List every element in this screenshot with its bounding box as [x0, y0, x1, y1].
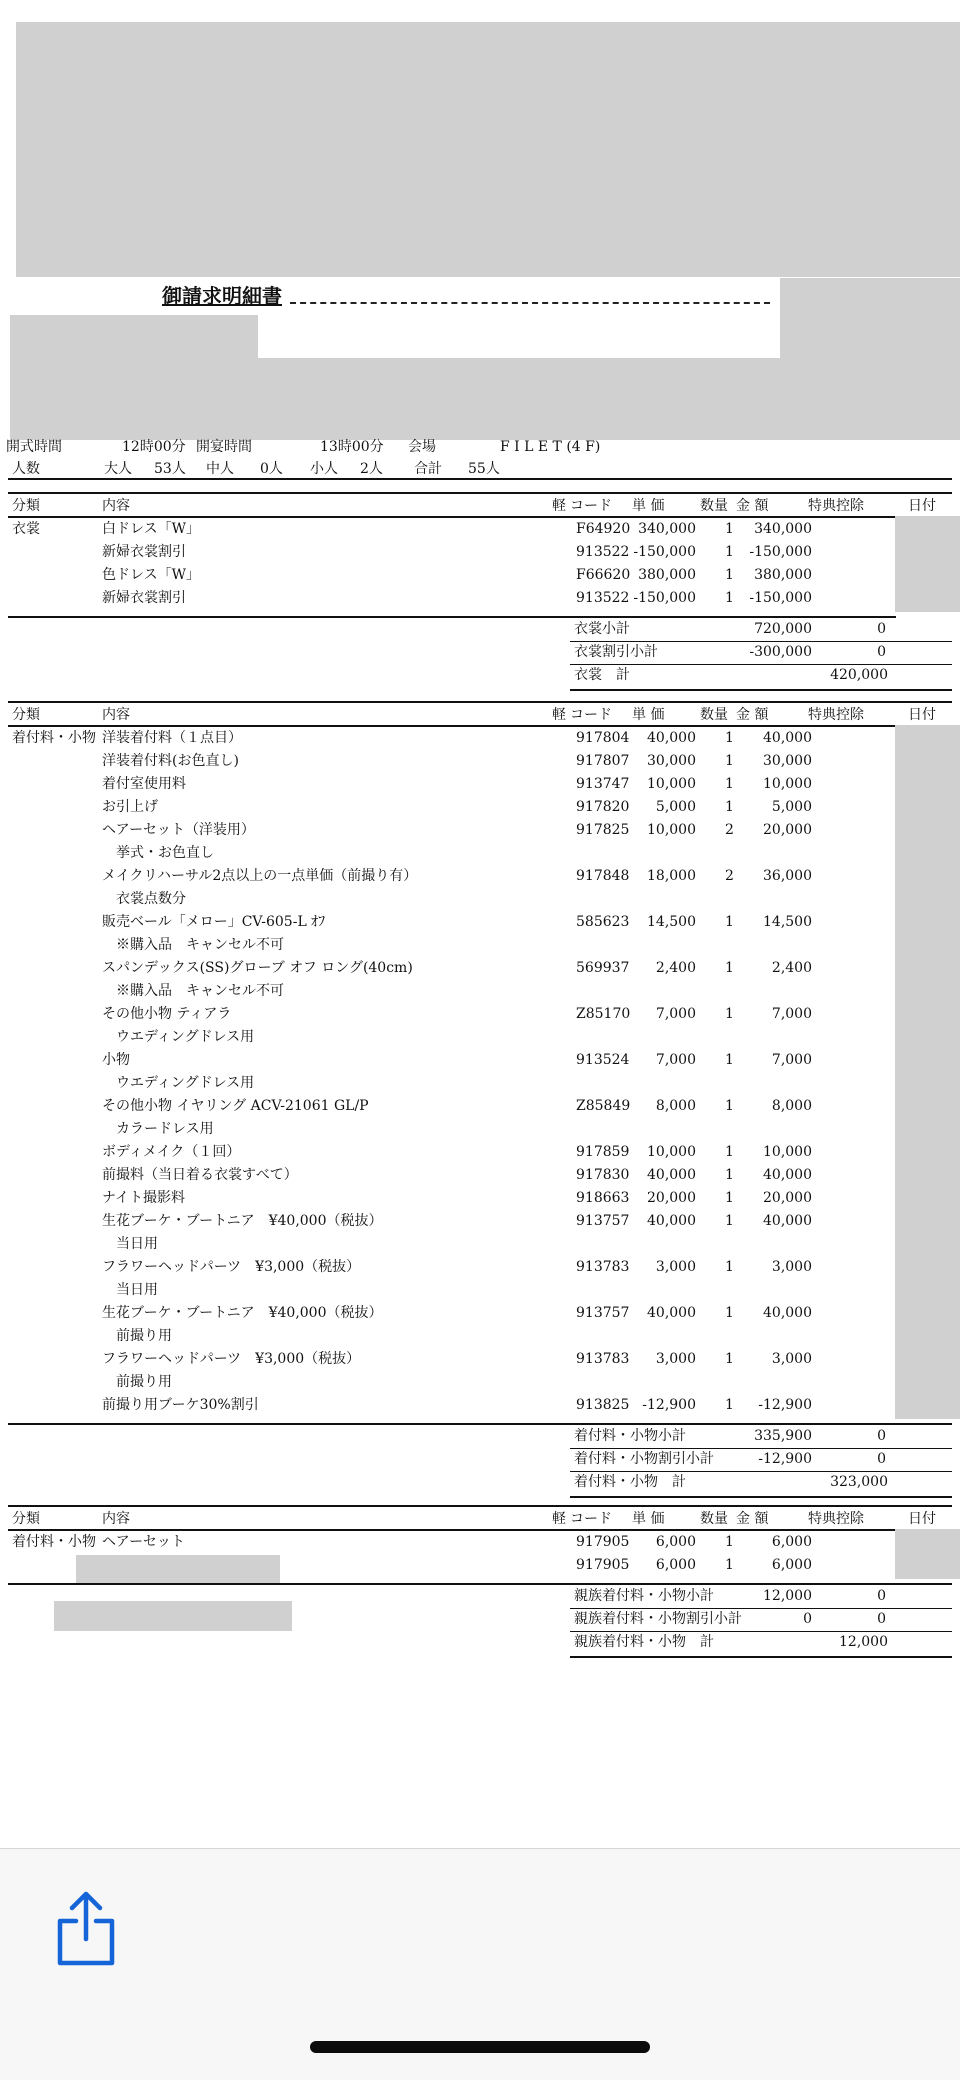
- section-category: 衣裳: [12, 521, 40, 537]
- item-amount: 40,000: [763, 1167, 812, 1183]
- item-content: 生花ブーケ・ブートニア ¥40,000（税抜）: [102, 1305, 383, 1321]
- middle-count: 0人: [260, 461, 283, 477]
- item-code: Z85170: [576, 1006, 631, 1022]
- item-amount: 10,000: [763, 776, 812, 792]
- item-amount: 20,000: [763, 822, 812, 838]
- item-qty: 1: [725, 1098, 734, 1114]
- item-unit: 340,000: [638, 521, 696, 537]
- item-content: 洋装着付料(お色直し): [102, 753, 239, 769]
- header-rule: [8, 1529, 952, 1531]
- item-unit: -150,000: [633, 544, 696, 560]
- item-amount: 7,000: [771, 1052, 812, 1068]
- table-row: [0, 1283, 960, 1306]
- banquet-label: 開宴時間: [196, 439, 252, 455]
- item-qty: 1: [725, 1006, 734, 1022]
- item-amount: 30,000: [763, 753, 812, 769]
- home-indicator: [310, 2041, 650, 2053]
- bottom-toolbar: [0, 1848, 960, 2080]
- table-row: [0, 1007, 960, 1030]
- redacted-date-column: [895, 516, 960, 612]
- item-unit: 2,400: [655, 960, 696, 976]
- subtotal-label: 着付料・小物小計: [574, 1428, 686, 1444]
- header-content: 内容: [102, 707, 130, 723]
- item-code: 913524: [576, 1052, 630, 1068]
- item-unit: 30,000: [647, 753, 696, 769]
- item-content: 新婦衣裳割引: [102, 590, 186, 606]
- table-row: [0, 869, 960, 892]
- header-date: 日付: [908, 498, 936, 514]
- subtotal-amount: 0: [803, 1611, 812, 1627]
- item-content: 前撮り用ブーケ30%割引: [102, 1397, 259, 1413]
- venue-label: 会場: [408, 439, 436, 455]
- item-amount: -150,000: [749, 544, 812, 560]
- item-note: 当日用: [116, 1282, 158, 1298]
- item-amount: -12,900: [758, 1397, 812, 1413]
- table-row: [0, 1122, 960, 1145]
- item-code: 913825: [576, 1397, 630, 1413]
- item-qty: 2: [725, 822, 734, 838]
- total-label: 合計: [414, 461, 442, 477]
- subtotal-rule: [570, 664, 952, 665]
- share-icon: [54, 1889, 118, 1969]
- item-amount: 380,000: [754, 567, 812, 583]
- header-code: コード: [570, 1511, 612, 1527]
- table-row: [0, 1030, 960, 1053]
- item-amount: 20,000: [763, 1190, 812, 1206]
- item-code: 585623: [576, 914, 630, 930]
- section-rule: [8, 1583, 952, 1585]
- section-total-amount: 323,000: [830, 1474, 888, 1490]
- item-unit: 40,000: [647, 1213, 696, 1229]
- item-unit: 8,000: [655, 1098, 696, 1114]
- header-qty: 数量: [700, 707, 728, 723]
- share-button[interactable]: [54, 1889, 118, 1969]
- subtotal-label: 親族着付料・小物小計: [574, 1588, 714, 1604]
- total-rule: [570, 1656, 952, 1658]
- item-amount: -150,000: [749, 590, 812, 606]
- subtotal-amount: 720,000: [754, 621, 812, 637]
- subtotal-label: 着付料・小物割引小計: [574, 1451, 714, 1467]
- header-light: 軽: [552, 498, 566, 514]
- item-content: 色ドレス「W」: [102, 567, 200, 583]
- item-unit: 3,000: [655, 1351, 696, 1367]
- item-unit: 40,000: [647, 730, 696, 746]
- item-amount: 8,000: [771, 1098, 812, 1114]
- item-content: 新婦衣裳割引: [102, 544, 186, 560]
- total-rule: [570, 1496, 952, 1498]
- table-row: [0, 1053, 960, 1076]
- header-qty: 数量: [700, 498, 728, 514]
- redacted-block: [780, 278, 960, 360]
- item-note: ウエディングドレス用: [116, 1075, 255, 1091]
- people-label: 人数: [12, 461, 40, 477]
- subtotal-discount: 0: [877, 1588, 886, 1604]
- item-code: 917804: [576, 730, 630, 746]
- item-qty: 1: [725, 567, 734, 583]
- section-rule: [8, 616, 896, 618]
- item-note: 挙式・お色直し: [116, 845, 214, 861]
- item-unit: 380,000: [638, 567, 696, 583]
- item-note: ※購入品 キャンセル不可: [116, 983, 284, 999]
- header-qty: 数量: [700, 1511, 728, 1527]
- item-unit: 3,000: [655, 1259, 696, 1275]
- item-qty: 1: [725, 1144, 734, 1160]
- item-note: カラードレス用: [116, 1121, 214, 1137]
- item-code: F66620: [576, 567, 631, 583]
- subtotal-rule: [570, 1471, 952, 1472]
- table-row: [0, 1191, 960, 1214]
- table-row: [0, 961, 960, 984]
- item-qty: 1: [725, 1190, 734, 1206]
- table-row: [0, 1260, 960, 1283]
- document-title: 御請求明細書: [162, 284, 282, 308]
- item-unit: 7,000: [655, 1006, 696, 1022]
- item-content: 着付室使用料: [102, 776, 186, 792]
- item-content: 生花ブーケ・ブートニア ¥40,000（税抜）: [102, 1213, 383, 1229]
- header-amount: 金 額: [736, 707, 769, 723]
- table-row: [0, 1145, 960, 1168]
- adult-count: 53人: [154, 461, 186, 477]
- item-content: 小物: [102, 1052, 130, 1068]
- header-code: コード: [570, 707, 612, 723]
- item-code: 913522: [576, 544, 630, 560]
- item-qty: 1: [725, 1557, 734, 1573]
- table-row: [0, 984, 960, 1007]
- header-rule: [8, 1505, 952, 1507]
- redacted-block: [10, 315, 258, 360]
- table-row: [0, 1099, 960, 1122]
- item-code: 918663: [576, 1190, 630, 1206]
- header-amount: 金 額: [736, 498, 769, 514]
- item-content: 前撮料（当日着る衣裳すべて）: [102, 1167, 298, 1183]
- table-row: [0, 1214, 960, 1237]
- header-rule: [8, 701, 952, 703]
- adult-label: 大人: [104, 461, 132, 477]
- table-row: [0, 846, 960, 869]
- item-qty: 1: [725, 590, 734, 606]
- item-unit: -12,900: [642, 1397, 696, 1413]
- subtotal-discount: 0: [877, 1611, 886, 1627]
- redacted-date-column: [895, 1529, 960, 1579]
- table-row: [0, 1306, 960, 1329]
- item-qty: 1: [725, 776, 734, 792]
- item-code: 917905: [576, 1534, 630, 1550]
- item-qty: 1: [725, 544, 734, 560]
- header-light: 軽: [552, 1511, 566, 1527]
- item-code: 917807: [576, 753, 630, 769]
- item-content: ボディメイク（１回）: [102, 1144, 241, 1160]
- item-code: F64920: [576, 521, 631, 537]
- item-qty: 2: [725, 868, 734, 884]
- item-unit: 40,000: [647, 1167, 696, 1183]
- item-unit: 6,000: [655, 1557, 696, 1573]
- subtotal-label: 衣裳小計: [574, 621, 630, 637]
- header-date: 日付: [908, 1511, 936, 1527]
- item-amount: 40,000: [763, 1305, 812, 1321]
- subtotal-amount: 335,900: [754, 1428, 812, 1444]
- header-rule: [8, 725, 952, 727]
- item-code: 917905: [576, 1557, 630, 1573]
- subtotal-rule: [570, 641, 952, 642]
- subtotal-amount: -12,900: [758, 1451, 812, 1467]
- section-total-label: 衣裳 計: [574, 667, 630, 683]
- item-content: 販売ベール「メロー」CV-605-L ｵﾌ: [102, 914, 326, 930]
- item-note: 前撮り用: [116, 1328, 172, 1344]
- table-row: [0, 1329, 960, 1352]
- subtotal-amount: 12,000: [763, 1588, 812, 1604]
- table-row: [0, 915, 960, 938]
- item-code: 913757: [576, 1305, 630, 1321]
- item-content: ヘアーセット（洋装用）: [102, 822, 255, 838]
- table-row: [0, 591, 960, 614]
- header-category: 分類: [12, 707, 40, 723]
- item-unit: 10,000: [647, 776, 696, 792]
- item-amount: 36,000: [763, 868, 812, 884]
- subtotal-discount: 0: [877, 1428, 886, 1444]
- item-amount: 6,000: [771, 1534, 812, 1550]
- item-amount: 5,000: [771, 799, 812, 815]
- section-rule: [8, 1423, 952, 1425]
- table-row: [0, 777, 960, 800]
- item-qty: 1: [725, 914, 734, 930]
- ceremony-label: 開式時間: [6, 439, 62, 455]
- item-amount: 2,400: [771, 960, 812, 976]
- table-row: [0, 1168, 960, 1191]
- ceremony-time: 12時00分: [122, 439, 186, 455]
- item-qty: 1: [725, 1534, 734, 1550]
- item-unit: 20,000: [647, 1190, 696, 1206]
- item-unit: 10,000: [647, 822, 696, 838]
- item-unit: 6,000: [655, 1534, 696, 1550]
- item-amount: 340,000: [754, 521, 812, 537]
- item-note: 当日用: [116, 1236, 158, 1252]
- item-code: 917848: [576, 868, 630, 884]
- table-row: [0, 1398, 960, 1421]
- item-content: ナイト撮影料: [102, 1190, 186, 1206]
- item-qty: 1: [725, 1397, 734, 1413]
- item-unit: -150,000: [633, 590, 696, 606]
- item-amount: 3,000: [771, 1351, 812, 1367]
- item-code: 913747: [576, 776, 630, 792]
- venue: F I L E T (4 F): [500, 439, 601, 455]
- item-note: ウエディングドレス用: [116, 1029, 255, 1045]
- item-qty: 1: [725, 1213, 734, 1229]
- table-row: [0, 522, 960, 545]
- header-unit: 単 価: [632, 707, 665, 723]
- item-unit: 14,500: [647, 914, 696, 930]
- table-row: [0, 938, 960, 961]
- header-unit: 単 価: [632, 1511, 665, 1527]
- item-code: 917820: [576, 799, 630, 815]
- item-amount: 7,000: [771, 1006, 812, 1022]
- table-row: [0, 892, 960, 915]
- banquet-time: 13時00分: [320, 439, 384, 455]
- section-category: 着付料・小物: [12, 1534, 96, 1550]
- header-code: コード: [570, 498, 612, 514]
- subtotal-discount: 0: [877, 621, 886, 637]
- item-amount: 14,500: [763, 914, 812, 930]
- item-code: 917825: [576, 822, 630, 838]
- table-row: [0, 800, 960, 823]
- header-content: 内容: [102, 1511, 130, 1527]
- table-row: [0, 1375, 960, 1398]
- header-light: 軽: [552, 707, 566, 723]
- item-qty: 1: [725, 799, 734, 815]
- item-content: その他小物 イヤリング ACV-21061 GL/P: [102, 1098, 369, 1114]
- header-discount: 特典控除: [808, 498, 864, 514]
- item-content: お引上げ: [102, 799, 158, 815]
- item-amount: 10,000: [763, 1144, 812, 1160]
- section-total-amount: 420,000: [830, 667, 888, 683]
- item-unit: 40,000: [647, 1305, 696, 1321]
- item-unit: 7,000: [655, 1052, 696, 1068]
- section-total-amount: 12,000: [839, 1634, 888, 1650]
- subtotal-discount: 0: [877, 1451, 886, 1467]
- item-unit: 18,000: [647, 868, 696, 884]
- table-row: [0, 545, 960, 568]
- total-count: 55人: [468, 461, 500, 477]
- item-amount: 3,000: [771, 1259, 812, 1275]
- item-content: 洋装着付料（１点目）: [102, 730, 242, 746]
- item-code: 917859: [576, 1144, 630, 1160]
- section-category: 着付料・小物: [12, 730, 96, 746]
- subtotal-rule: [570, 1448, 952, 1449]
- item-amount: 6,000: [771, 1557, 812, 1573]
- item-content: フラワーヘッドパーツ ¥3,000（税抜）: [102, 1351, 361, 1367]
- header-discount: 特典控除: [808, 707, 864, 723]
- subtotal-rule: [570, 1631, 952, 1632]
- item-content: その他小物 ティアラ: [102, 1006, 232, 1022]
- item-content: 白ドレス「W」: [102, 521, 200, 537]
- item-qty: 1: [725, 1305, 734, 1321]
- section-total-label: 親族着付料・小物 計: [574, 1634, 714, 1650]
- header-rule: [8, 492, 952, 494]
- subtotal-rule: [570, 1608, 952, 1609]
- redacted-name: [76, 1555, 280, 1583]
- header-unit: 単 価: [632, 498, 665, 514]
- item-code: 917830: [576, 1167, 630, 1183]
- item-qty: 1: [725, 753, 734, 769]
- item-code: 913783: [576, 1259, 630, 1275]
- child-count: 2人: [360, 461, 383, 477]
- item-unit: 5,000: [655, 799, 696, 815]
- item-qty: 1: [725, 730, 734, 746]
- item-qty: 1: [725, 521, 734, 537]
- item-note: 前撮り用: [116, 1374, 172, 1390]
- item-qty: 1: [725, 1052, 734, 1068]
- redacted-date-column: [895, 725, 960, 1419]
- table-row: [0, 731, 960, 754]
- child-label: 小人: [310, 461, 338, 477]
- total-rule: [570, 689, 952, 691]
- item-note: ※購入品 キャンセル不可: [116, 937, 284, 953]
- header-category: 分類: [12, 498, 40, 514]
- item-code: 569937: [576, 960, 630, 976]
- table-row: [0, 568, 960, 591]
- item-unit: 10,000: [647, 1144, 696, 1160]
- section-total-label: 着付料・小物 計: [574, 1474, 686, 1490]
- header-rule: [8, 516, 952, 518]
- header-content: 内容: [102, 498, 130, 514]
- table-row: [0, 1237, 960, 1260]
- redacted-name: [54, 1601, 292, 1631]
- table-row: [0, 1076, 960, 1099]
- redacted-header: [16, 22, 960, 277]
- item-qty: 1: [725, 1351, 734, 1367]
- item-amount: 40,000: [763, 1213, 812, 1229]
- middle-label: 中人: [206, 461, 234, 477]
- item-code: 913783: [576, 1351, 630, 1367]
- item-code: 913757: [576, 1213, 630, 1229]
- item-qty: 1: [725, 960, 734, 976]
- table-row: [0, 754, 960, 777]
- subtotal-discount: 0: [877, 644, 886, 660]
- item-content: スパンデックス(SS)グローブ オフ ロング(40cm): [102, 960, 413, 976]
- header-amount: 金 額: [736, 1511, 769, 1527]
- item-code: Z85849: [576, 1098, 631, 1114]
- item-amount: 40,000: [763, 730, 812, 746]
- header-discount: 特典控除: [808, 1511, 864, 1527]
- header-category: 分類: [12, 1511, 40, 1527]
- subtotal-amount: -300,000: [749, 644, 812, 660]
- subtotal-label: 親族着付料・小物割引小計: [574, 1611, 742, 1627]
- header-date: 日付: [908, 707, 936, 723]
- item-qty: 1: [725, 1259, 734, 1275]
- redacted-block: [10, 358, 960, 440]
- item-code: 913522: [576, 590, 630, 606]
- item-content: フラワーヘッドパーツ ¥3,000（税抜）: [102, 1259, 361, 1275]
- divider: [8, 478, 952, 480]
- table-row: [0, 823, 960, 846]
- table-row: [0, 1352, 960, 1375]
- title-dashed-line: [290, 302, 770, 304]
- item-qty: 1: [725, 1167, 734, 1183]
- item-note: 衣裳点数分: [116, 891, 186, 907]
- item-content: ヘアーセット: [102, 1534, 185, 1550]
- item-content: メイクリハーサル2点以上の一点単価（前撮り有）: [102, 868, 418, 884]
- subtotal-label: 衣裳割引小計: [574, 644, 658, 660]
